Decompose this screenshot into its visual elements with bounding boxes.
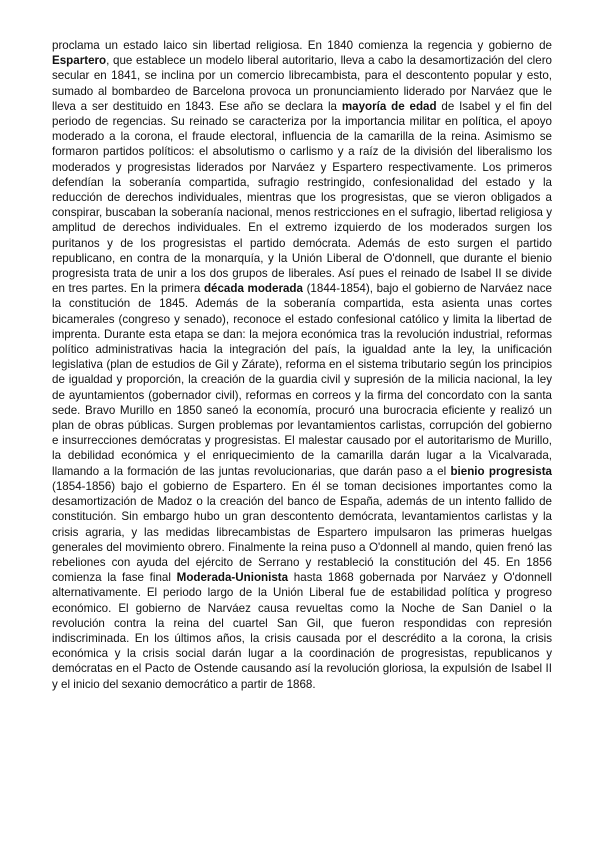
bold-term-bienio-progresista: bienio progresista xyxy=(450,464,553,478)
bold-term-espartero: Espartero xyxy=(52,54,107,68)
bold-term-mayoria-de-edad: mayoría de edad xyxy=(341,99,437,113)
bold-term-decada-moderada: década moderada xyxy=(203,282,303,296)
text-run: (1844-1854), bajo el gobierno de Narváez nace la constitución de 1845. Además de la soberanía compartida, esta asienta unas cortes bicamerales (congreso y senado), reconoce el estado confesional católico y limita la libertad de imprenta. Durante esta etapa se dan: la mejora económica tras la revolución industrial, reformas político administrativas hacia la integración del país, la igualdad ante la ley, la unificación legislativa (plan de estudios de Gil y Zárate), reforma en el sistema tributario según los principios de igualdad y proporción, la creación de la guardia civil y supresión de la milicia nacional, la ley de ayuntamientos (gobernador civil), reformas en correos y la firma del concordato con la santa sede. Bravo Murillo en 1850 saneó la economía, procuró una burocracia eficiente y realizó un plan de obras públicas. Surgen problemas por levantamientos carlistas, corrupción del gobierno e insurrecciones demócratas y progresistas. El malestar causado por el autoritarismo de Murillo, la debilidad económica y el enriquecimiento de la camarilla darán lugar a la Vicalvarada, llamando a la formación de las juntas revolucionarias, que darán paso a el xyxy=(52,282,552,478)
bold-term-moderada-unionista: Moderada-Unionista xyxy=(176,571,289,585)
text-run: (1854-1856) bajo el gobierno de Espartero. En él se toman decisiones importantes como la desamortización de Madoz o la creación del banco de España, además de un intento fallido de constitución. Sin embargo hubo un gran descontento demócrata, levantamientos carlistas y la crisis agraria, y las medidas librecambistas de Espartero impulsaron las primeras huelgas generales del movimiento obrero. Finalmente la reina puso a O'donnell al mando, quien frenó las rebeliones con ayuda del ejército de Serrano y restableció la constitución del 45. En 1856 comienza la fase final xyxy=(52,479,552,585)
text-run: hasta 1868 gobernada por Narváez y O'donnell alternativamente. El periodo largo de la Unión Liberal fue de estabilidad política y progreso económico. El gobierno de Narváez causa revueltas como la Noche de San Daniel o la revolución contra la reina del cuartel San Gil, que fueron respondidas con represión indiscriminada. En los últimos años, la crisis causada por el descrédito a la corona, la crisis económica y la crisis social darán lugar a la coordinación de progresistas, republicanos y demócratas en el Pacto de Ostende causando así la revolución gloriosa, la expulsión de Isabel II y el inicio del sexanio democrático a partir de 1868. xyxy=(52,571,552,691)
text-run: de Isabel y el fin del periodo de regencias. Su reinado se caracteriza por la importancia militar en política, el apoyo moderado a la corona, el fraude electoral, influencia de la camarilla de la reina. Asimismo se formaron partidos políticos: el absolutismo o carlismo y a raíz de la división del liberalismo los moderados y progresistas liderados por Narváez y Espartero respectivamente. Los primeros defendían la soberanía compartida, sufragio restringido, confesionalidad del estado y la reducción de derechos individuales, mientras que los progresistas, que se vieron obligados a conspirar, buscaban la soberanía nacional, menos restricciones en el sufragio, libertad religiosa y amplitud de derechos individuales. En el extremo izquierdo de los moderados surgen los puritanos y de los progresistas el partido demócrata. Además de esto surgen el partido republicano, en contra de la monarquía, y la Unión Liberal de O'donnell, que durante el bienio progresista trata de unir a los dos grupos de liberales. Así pues el reinado de Isabel II se divide en tres partes. En la primera xyxy=(52,99,553,296)
body-paragraph xyxy=(52,38,552,692)
document-page xyxy=(52,38,552,692)
text-run: , que establece un modelo liberal autoritario, lleva a cabo la desamortización del clero secular en 1841, se inclina por un comercio librecambista, para el descontento popular y esto, sumado al bombardeo de Barcelona provoca un pronunciamiento liderado por Narváez que le lleva a ser destituido en 1843. Ese año se declara la xyxy=(52,54,552,113)
text-run: proclama un estado laico sin libertad religiosa. En 1840 comienza la regencia y gobierno de xyxy=(52,39,552,52)
